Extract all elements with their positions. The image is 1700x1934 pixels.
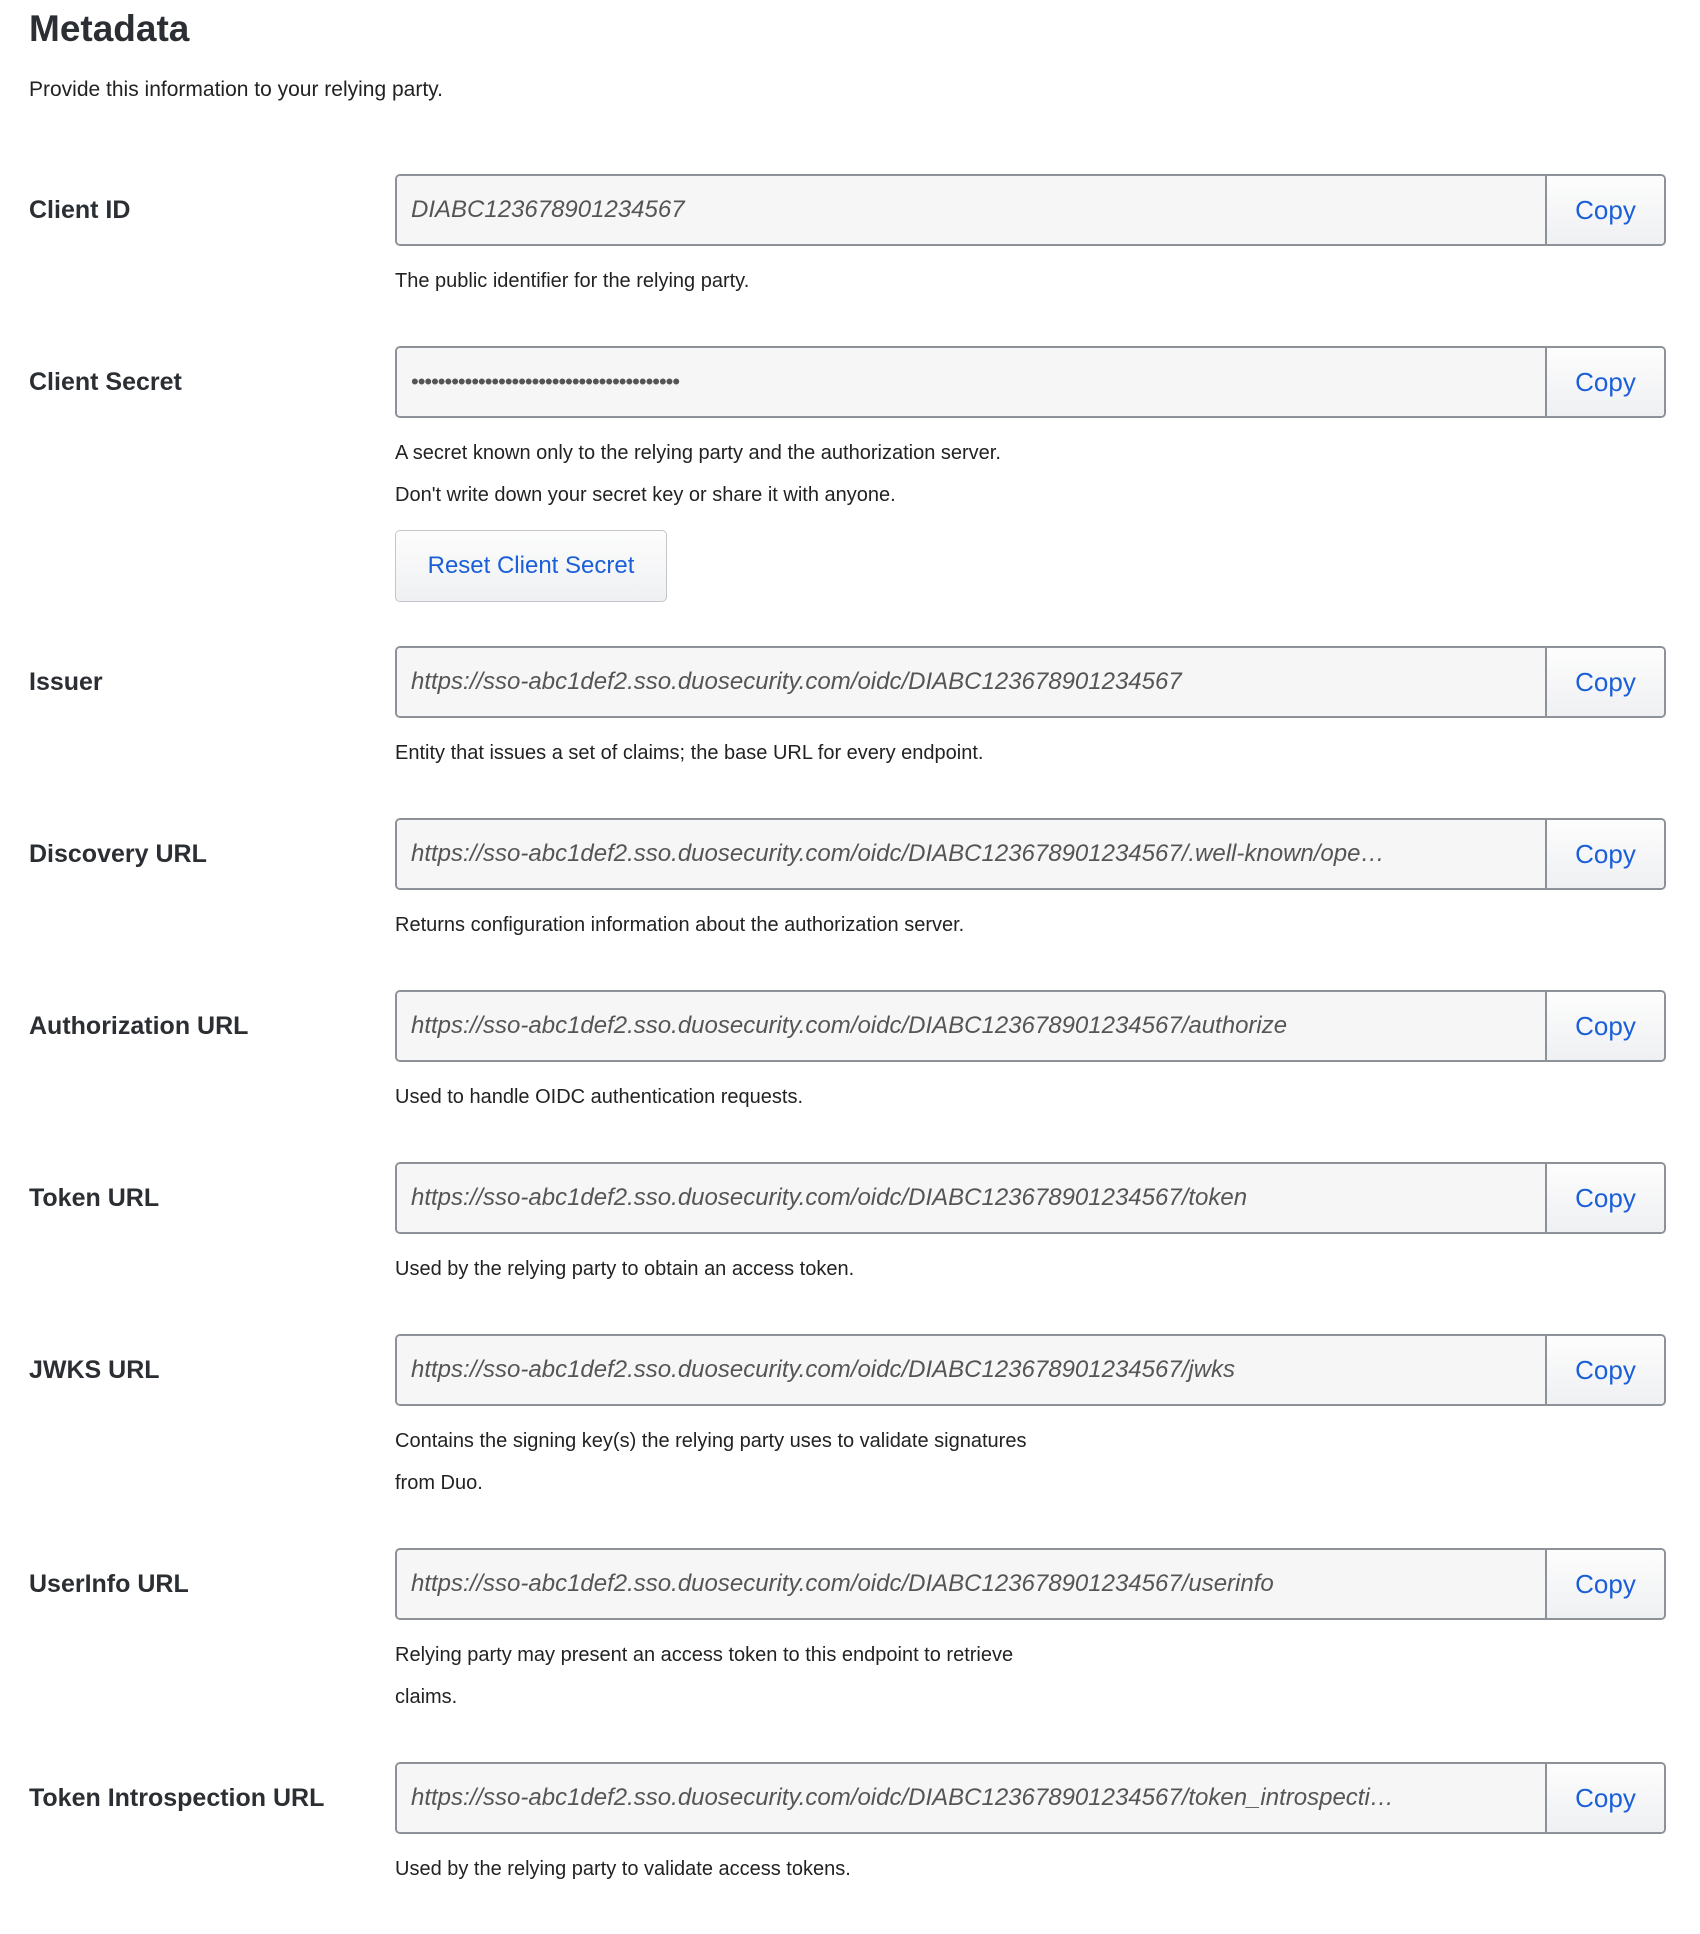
client-id-description: [395, 260, 1700, 302]
field-row-token-url: [0, 1162, 1700, 1334]
userinfo-url-copy-button[interactable]: Copy: [1545, 1550, 1664, 1618]
discovery-url-label: Discovery URL: [29, 840, 207, 868]
field-row-client-secret: [0, 346, 1700, 646]
description-line: Returns configuration information about the authorization server.: [395, 914, 965, 936]
client-id-value[interactable]: DIABC123678901234567: [397, 176, 1545, 244]
discovery-url-copy-button[interactable]: Copy: [1545, 820, 1664, 888]
token-url-label: Token URL: [29, 1184, 160, 1212]
token-url-copy-button[interactable]: Copy: [1545, 1164, 1664, 1232]
authorization-url-value[interactable]: https://sso-abc1def2.sso.duosecurity.com/oidc/DIABC123678901234567/authorize: [397, 992, 1545, 1060]
description-line: The public identifier for the relying party.: [395, 270, 750, 292]
client-id-label: Client ID: [29, 196, 131, 224]
userinfo-url-label: UserInfo URL: [29, 1570, 189, 1598]
token-url-field: [395, 1162, 1666, 1234]
discovery-url-value[interactable]: https://sso-abc1def2.sso.duosecurity.com/oidc/DIABC123678901234567/.well-known/ope…: [397, 820, 1545, 888]
client-secret-copy-button[interactable]: Copy: [1545, 348, 1664, 416]
description-line: Relying party may present an access token to this endpoint to retrieve: [395, 1644, 1014, 1666]
reset-client-secret-button[interactable]: Reset Client Secret: [395, 530, 667, 602]
jwks-url-label: JWKS URL: [29, 1356, 160, 1384]
client-id-copy-button[interactable]: Copy: [1545, 176, 1664, 244]
token-introspection-url-copy-button[interactable]: Copy: [1545, 1764, 1664, 1832]
description-line: claims.: [395, 1686, 458, 1708]
issuer-copy-button[interactable]: Copy: [1545, 648, 1664, 716]
issuer-value[interactable]: https://sso-abc1def2.sso.duosecurity.com/oidc/DIABC123678901234567: [397, 648, 1545, 716]
jwks-url-copy-button[interactable]: Copy: [1545, 1336, 1664, 1404]
issuer-description: [395, 732, 1700, 774]
token-introspection-url-description: [395, 1848, 1700, 1890]
token-url-value[interactable]: https://sso-abc1def2.sso.duosecurity.com/oidc/DIABC123678901234567/token: [397, 1164, 1545, 1232]
issuer-label: Issuer: [29, 668, 103, 696]
page-title: Metadata: [29, 8, 190, 49]
authorization-url-field: [395, 990, 1666, 1062]
userinfo-url-description: [395, 1634, 1700, 1718]
description-line: Don't write down your secret key or share it with anyone.: [395, 484, 896, 506]
token-introspection-url-label: Token Introspection URL: [29, 1784, 325, 1812]
token-url-description: [395, 1248, 1700, 1290]
client-secret-value[interactable]: ••••••••••••••••••••••••••••••••••••••••: [397, 348, 1545, 416]
discovery-url-description: [395, 904, 1700, 946]
userinfo-url-field: [395, 1548, 1666, 1620]
description-line: from Duo.: [395, 1472, 483, 1494]
token-introspection-url-field: [395, 1762, 1666, 1834]
discovery-url-field: [395, 818, 1666, 890]
issuer-field: [395, 646, 1666, 718]
authorization-url-label: Authorization URL: [29, 1012, 249, 1040]
jwks-url-description: [395, 1420, 1700, 1504]
token-introspection-url-value[interactable]: https://sso-abc1def2.sso.duosecurity.com/oidc/DIABC123678901234567/token_introspecti…: [397, 1764, 1545, 1832]
intro-text: Provide this information to your relying party.: [29, 78, 443, 101]
field-row-issuer: [0, 646, 1700, 818]
description-line: Used to handle OIDC authentication requests.: [395, 1086, 804, 1108]
description-line: Used by the relying party to validate access tokens.: [395, 1858, 851, 1880]
authorization-url-copy-button[interactable]: Copy: [1545, 992, 1664, 1060]
description-line: A secret known only to the relying party and the authorization server.: [395, 442, 1001, 464]
description-line: Used by the relying party to obtain an access token.: [395, 1258, 855, 1280]
client-secret-label: Client Secret: [29, 368, 182, 396]
client-secret-field: [395, 346, 1666, 418]
authorization-url-description: [395, 1076, 1700, 1118]
jwks-url-value[interactable]: https://sso-abc1def2.sso.duosecurity.com/oidc/DIABC123678901234567/jwks: [397, 1336, 1545, 1404]
description-line: Contains the signing key(s) the relying party uses to validate signatures: [395, 1430, 1027, 1452]
userinfo-url-value[interactable]: https://sso-abc1def2.sso.duosecurity.com/oidc/DIABC123678901234567/userinfo: [397, 1550, 1545, 1618]
field-row-jwks-url: [0, 1334, 1700, 1548]
client-id-field: [395, 174, 1666, 246]
metadata-fields: [0, 174, 1700, 1934]
client-secret-description: [395, 432, 1700, 516]
field-row-token-introspection-url: [0, 1762, 1700, 1934]
jwks-url-field: [395, 1334, 1666, 1406]
field-row-discovery-url: [0, 818, 1700, 990]
field-row-client-id: [0, 174, 1700, 346]
field-row-userinfo-url: [0, 1548, 1700, 1762]
field-row-authorization-url: [0, 990, 1700, 1162]
description-line: Entity that issues a set of claims; the base URL for every endpoint.: [395, 742, 984, 764]
